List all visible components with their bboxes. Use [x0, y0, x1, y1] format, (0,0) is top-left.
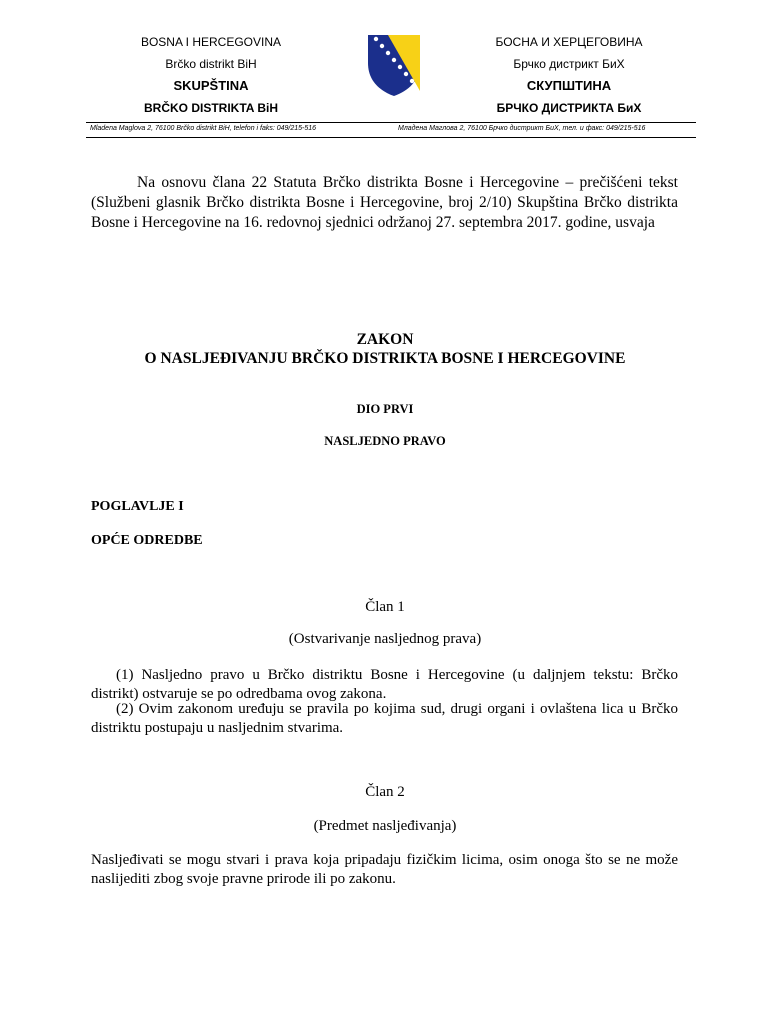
article-heading: Član 1 — [365, 599, 405, 615]
article-paragraph: (1) Nasljedno pravo u Brčko distriktu Bosne i Hercegovine (u daljnjem tekstu: Brčko distrikt) ostvaruje se po odredbama ovog zakona. — [91, 667, 678, 702]
law-subtitle: O NASLJEĐIVANJU BRČKO DISTRIKTA BOSNE I HERCEGOVINE — [144, 350, 626, 367]
country-name-cyrillic: БОСНА И ХЕРЦЕГОВИНА — [495, 35, 643, 49]
letterhead-right — [454, 33, 684, 121]
address-latin: Mladena Maglova 2, 76100 Brčko distrikt BiH, telefon i faks: 049/215-516 — [90, 125, 317, 132]
assembly-district-cyrillic: БРЧКО ДИСТРИКТА БиХ — [496, 101, 642, 115]
assembly-district: BRČKO DISTRIKTA BiH — [144, 101, 278, 115]
district-name-cyrillic: Брчко дистрикт БиХ — [513, 57, 625, 71]
part-label: DIO PRVI — [356, 402, 414, 416]
district-name: Brčko distrikt BiH — [165, 57, 257, 71]
chapter-name: OPĆE ODREDBE — [91, 533, 203, 548]
assembly-name: SKUPŠTINA — [173, 78, 249, 93]
country-name: BOSNA I HERCEGOVINA — [140, 35, 282, 49]
article-paragraph: Nasljeđivati se mogu stvari i prava koja pripadaju fizičkim licima, osim onoga što se ne može naslijediti zbog svoje pravne prirode ili po zakonu. — [91, 852, 678, 887]
letterhead-left — [96, 33, 326, 121]
part-name: NASLJEDNO PRAVO — [324, 434, 446, 448]
chapter-label: POGLAVLJE I — [91, 499, 184, 514]
article-subtitle: (Ostvarivanje nasljednog prava) — [288, 631, 482, 647]
article-heading: Član 2 — [365, 784, 405, 800]
address-cyrillic: Младена Маглова 2, 76100 Брчко дистрикт БиХ, тел. и факс: 049/215-516 — [398, 125, 646, 132]
article-subtitle: (Predmet nasljeđivanja) — [313, 818, 457, 834]
address-bar — [86, 122, 696, 138]
intro-paragraph: Na osnovu člana 22 Statuta Brčko distrikta Bosne i Hercegovine – prečišćeni tekst (Službeni glasnik Brčko distrikta Bosne i Hercegovine, broj 2/10) Skupština Brčko distrikta Bosne i Hercegovine na 16. redovnoj sjednici održanoj 27. septembra 2017. godine, usvaja — [91, 174, 678, 231]
law-title: ZAKON — [356, 331, 414, 348]
article-paragraph: (2) Ovim zakonom uređuju se pravila po kojima sud, drugi organi i ovlaštena lica u Brčko distriktu postupaju u nasljednim stvarima. — [91, 701, 678, 736]
assembly-name-cyrillic: СКУПШТИНА — [526, 78, 612, 93]
coat-of-arms-icon — [366, 33, 422, 97]
